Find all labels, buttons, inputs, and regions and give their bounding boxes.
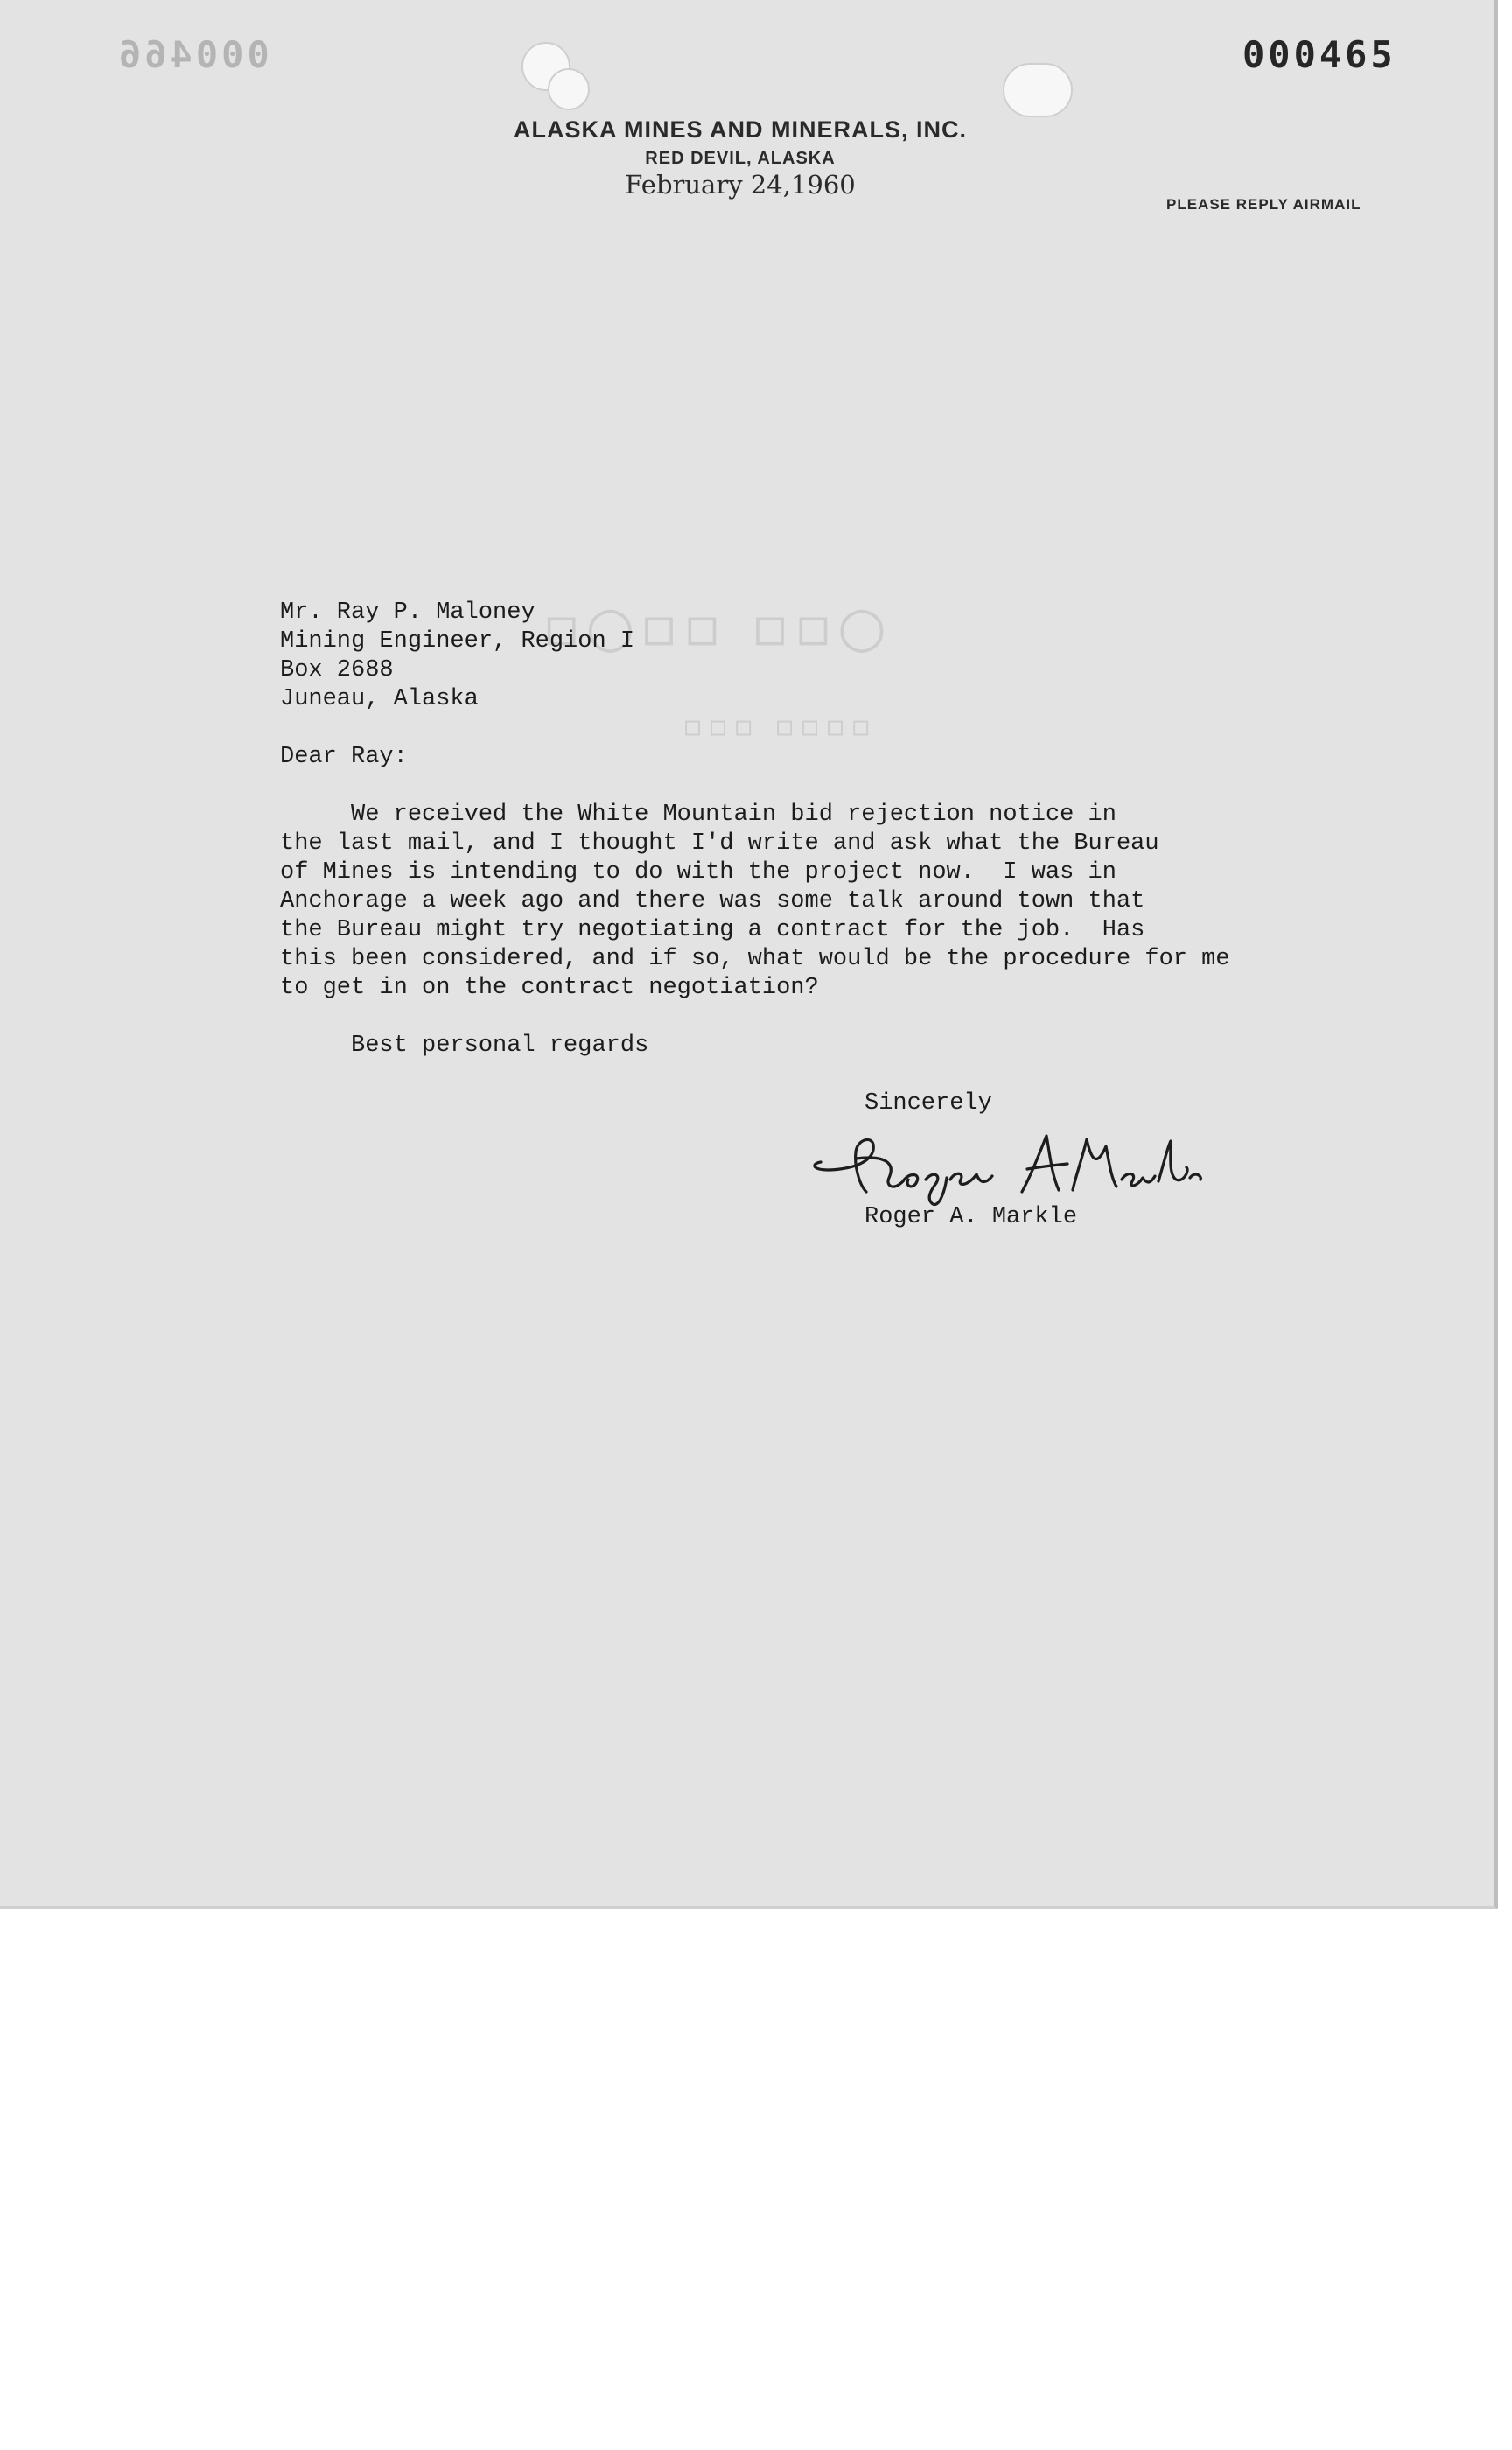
reverse-side-bleed-through-2: ▫▫▫ ▫▫▫▫ bbox=[682, 709, 877, 744]
closing: Sincerely bbox=[864, 1090, 992, 1116]
company-location: RED DEVIL, ALASKA bbox=[645, 149, 836, 168]
recipient-name: Mr. Ray P. Maloney bbox=[280, 599, 536, 626]
body-line: We received the White Mountain bid rejection notice in bbox=[280, 802, 1116, 828]
regards-line: Best personal regards bbox=[280, 1032, 649, 1059]
signer-typed-name: Roger A. Markle bbox=[864, 1204, 1078, 1230]
body-line: this been considered, and if so, what would be the procedure for me bbox=[280, 946, 1230, 972]
recipient-box: Box 2688 bbox=[280, 657, 394, 683]
punch-hole-left-2 bbox=[548, 68, 590, 110]
recipient-title: Mining Engineer, Region I bbox=[280, 628, 635, 654]
body-line: the Bureau might try negotiating a contract for the job. Has bbox=[280, 917, 1145, 943]
letter-date: February 24,1960 bbox=[625, 170, 856, 200]
body-line: of Mines is intending to do with the project now. I was in bbox=[280, 859, 1116, 886]
body-line: Anchorage a week ago and there was some talk around town that bbox=[280, 888, 1145, 914]
body-line: to get in on the contract negotiation? bbox=[280, 975, 819, 1001]
reverse-side-bleed-through: ▫○▫▫ ▫▫○ bbox=[542, 595, 892, 660]
file-stamp-top-right: 000465 bbox=[1242, 33, 1396, 76]
punch-hole-right bbox=[1003, 63, 1073, 117]
salutation: Dear Ray: bbox=[280, 744, 408, 770]
body-line: the last mail, and I thought I'd write and ask what the Bureau bbox=[280, 830, 1159, 857]
reply-note: PLEASE REPLY AIRMAIL bbox=[1166, 196, 1362, 213]
file-stamp-top-left: 000466 bbox=[116, 33, 270, 76]
handwritten-signature bbox=[805, 1129, 1208, 1208]
company-name: ALASKA MINES AND MINERALS, INC. bbox=[513, 116, 967, 143]
recipient-city: Juneau, Alaska bbox=[280, 686, 479, 712]
